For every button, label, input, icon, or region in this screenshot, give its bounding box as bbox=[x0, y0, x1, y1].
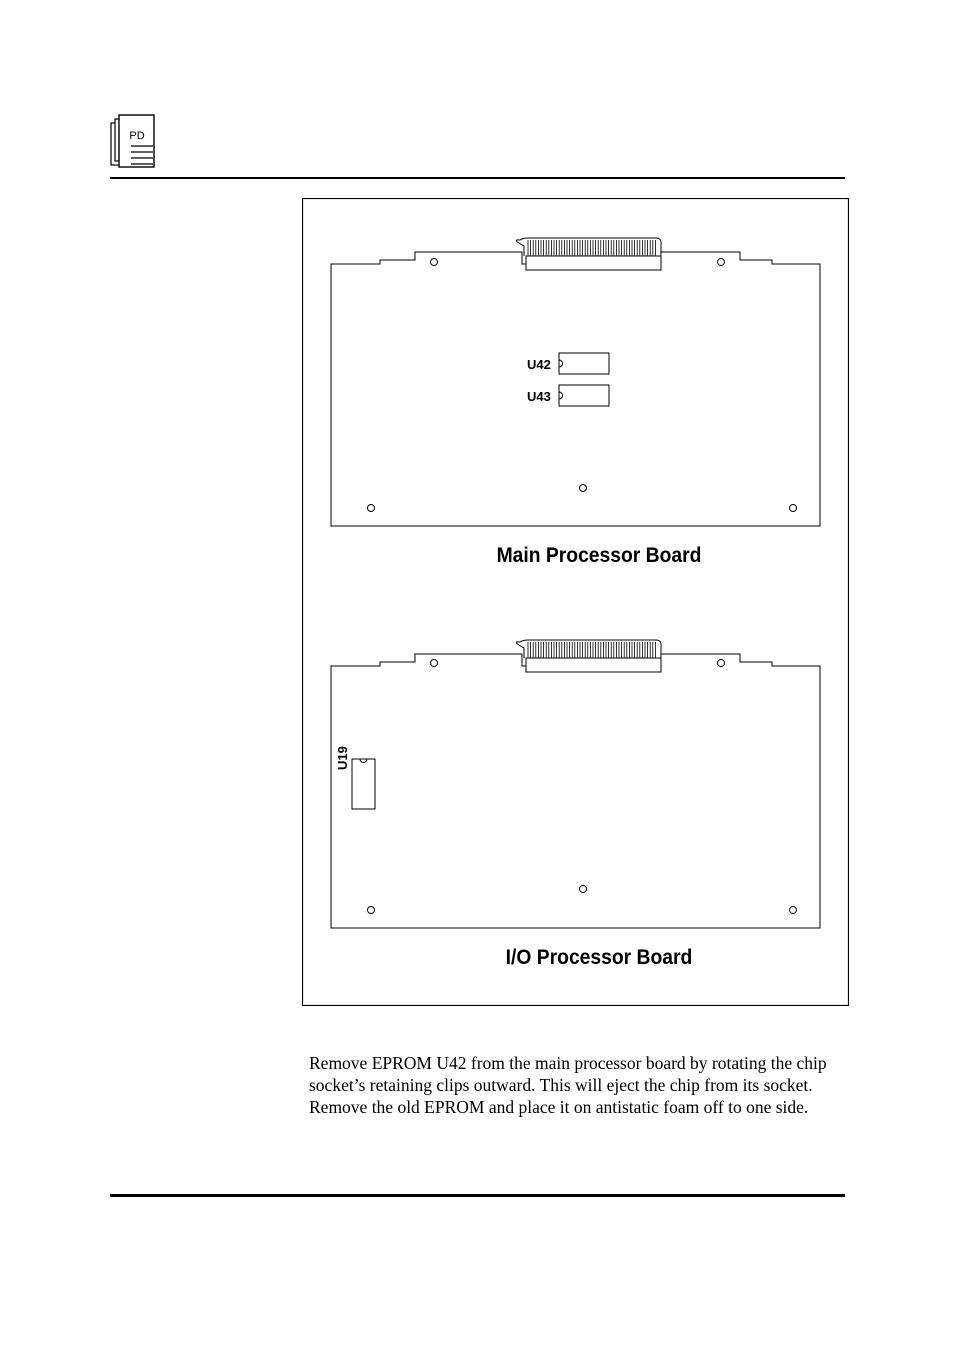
chip-label-u42: U42 bbox=[527, 357, 551, 372]
chip-u42 bbox=[559, 353, 609, 374]
mount-hole bbox=[790, 505, 797, 512]
chip-label-u19: U19 bbox=[335, 746, 350, 770]
io-board-title: I/O Processor Board bbox=[505, 946, 693, 970]
header-rule bbox=[110, 177, 845, 179]
mount-hole bbox=[718, 660, 725, 667]
mount-hole bbox=[431, 660, 438, 667]
mount-hole bbox=[580, 886, 587, 893]
mount-hole bbox=[431, 259, 438, 266]
main-board-title: Main Processor Board bbox=[496, 544, 702, 568]
mount-hole bbox=[368, 505, 375, 512]
ribbon-connector bbox=[516, 640, 661, 672]
chip-u43 bbox=[559, 385, 609, 406]
main-processor-board bbox=[331, 238, 820, 567]
mount-hole bbox=[718, 259, 725, 266]
instruction-paragraph: Remove EPROM U42 from the main processor board by rotating the chip socket’s retaining clips outward. This will eject the chip from its socket. Remove the old EPROM and place it on antistatic foam off to one side. bbox=[309, 1053, 827, 1117]
chip-u19 bbox=[352, 759, 375, 809]
footer-rule bbox=[110, 1194, 845, 1197]
mount-hole bbox=[580, 485, 587, 492]
io-processor-board bbox=[331, 640, 820, 969]
mount-hole bbox=[368, 907, 375, 914]
ribbon-connector bbox=[516, 238, 661, 270]
document-stack-icon bbox=[110, 114, 158, 170]
mount-hole bbox=[790, 907, 797, 914]
logo-text: PD bbox=[129, 130, 145, 142]
chip-label-u43: U43 bbox=[527, 389, 551, 404]
board-diagram bbox=[302, 198, 849, 1006]
